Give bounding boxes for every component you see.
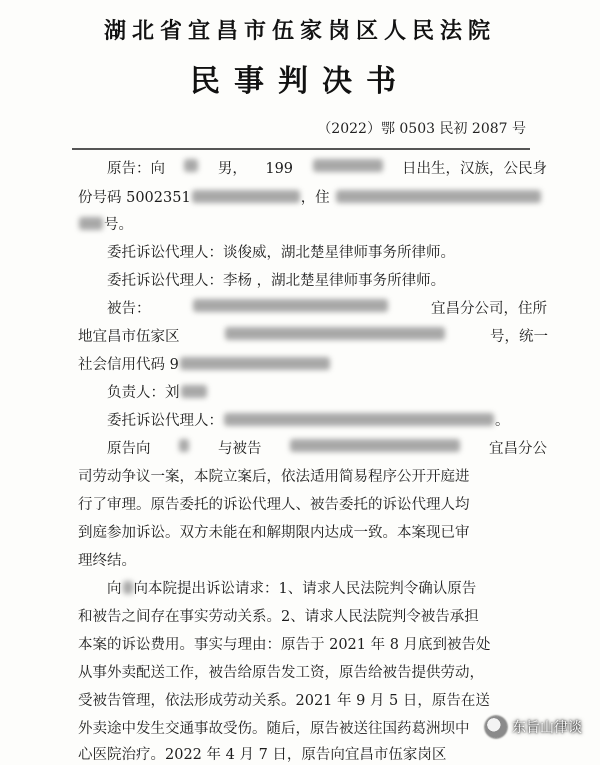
claims-line-3: 本案的诉讼费用。事实与理由：原告于 2021 年 8 月底到被告处 [78, 637, 491, 653]
watermark-text: 东旨山律谈 [512, 720, 582, 736]
defendant-line-1: 被告： 宜昌分公司，住所 [107, 301, 547, 317]
case-number: （2022）鄂 0503 民初 2087 号 [317, 121, 526, 137]
defendant-head: 负责人：刘 [107, 383, 547, 403]
redaction [193, 299, 388, 312]
claims-line-6: 外卖途中发生交通事故受伤。随后，原告被送往国药葛洲坝中 [78, 721, 470, 737]
procedure-line-3: 行了审理。原告委托的诉讼代理人、被告委托的诉讼代理人均 [78, 497, 470, 513]
procedure-line-4: 到庭参加诉讼。双方未能在和解期限内达成一致。本案现已审 [78, 525, 470, 541]
plaintiff-line-1: 原告：向 男， 199 日出生，汉族，公民身 [107, 161, 547, 177]
defendant-line-2: 地宜昌市伍家区 号，统一 [78, 329, 548, 345]
claims-line-4: 从事外卖配送工作，被告给原告发工资，原告给被告提供劳动， [78, 665, 484, 681]
redaction [224, 413, 494, 426]
watermark-logo-icon [485, 716, 507, 738]
redaction [181, 385, 207, 398]
defendant-line-3: 社会信用代码 9 [78, 355, 548, 375]
plaintiff-line-2: 份号码 5002351 ，住 [78, 188, 548, 208]
claims-line-7: 心医院治疗。2022 年 4 月 7 日，原告向宜昌市伍家岗区 [78, 747, 447, 763]
claims-line-1: 向 向本院提出诉讼请求：1、请求人民法院判令确认原告 [107, 581, 477, 597]
redaction [192, 190, 300, 203]
plaintiff-line-3: 号。 [78, 215, 548, 235]
claims-line-5: 受被告管理，依法形成劳动关系。2021 年 9 月 5 日，原告在送 [78, 693, 490, 709]
procedure-line-1: 原告向 与被告 宜昌分公 [107, 441, 547, 457]
redaction [290, 439, 460, 452]
redaction [225, 327, 445, 340]
redaction [180, 357, 330, 370]
court-name: 湖北省宜昌市伍家岗区人民法院 [103, 18, 496, 44]
procedure-line-5: 理终结。 [78, 553, 136, 569]
redaction [179, 439, 189, 452]
document-type-title: 民事判决书 [190, 64, 410, 99]
claims-line-2: 和被告之间存在事实劳动关系。2、请求人民法院判令被告承担 [78, 609, 479, 625]
defendant-agent: 委托诉讼代理人： 。 [107, 413, 510, 429]
plaintiff-agent-1: 委托诉讼代理人：谈俊威，湖北楚星律师事务所律师。 [107, 245, 455, 261]
watermark [485, 716, 582, 738]
redaction [79, 217, 103, 230]
header-divider [72, 148, 530, 150]
plaintiff-agent-2: 委托诉讼代理人：李杨 ，湖北楚星律师事务所律师。 [107, 273, 446, 289]
redaction [336, 190, 541, 203]
redaction [123, 581, 133, 594]
redaction [184, 159, 198, 172]
redaction [313, 159, 383, 172]
procedure-line-2: 司劳动争议一案，本院立案后，依法适用简易程序公开开庭进 [78, 469, 470, 485]
